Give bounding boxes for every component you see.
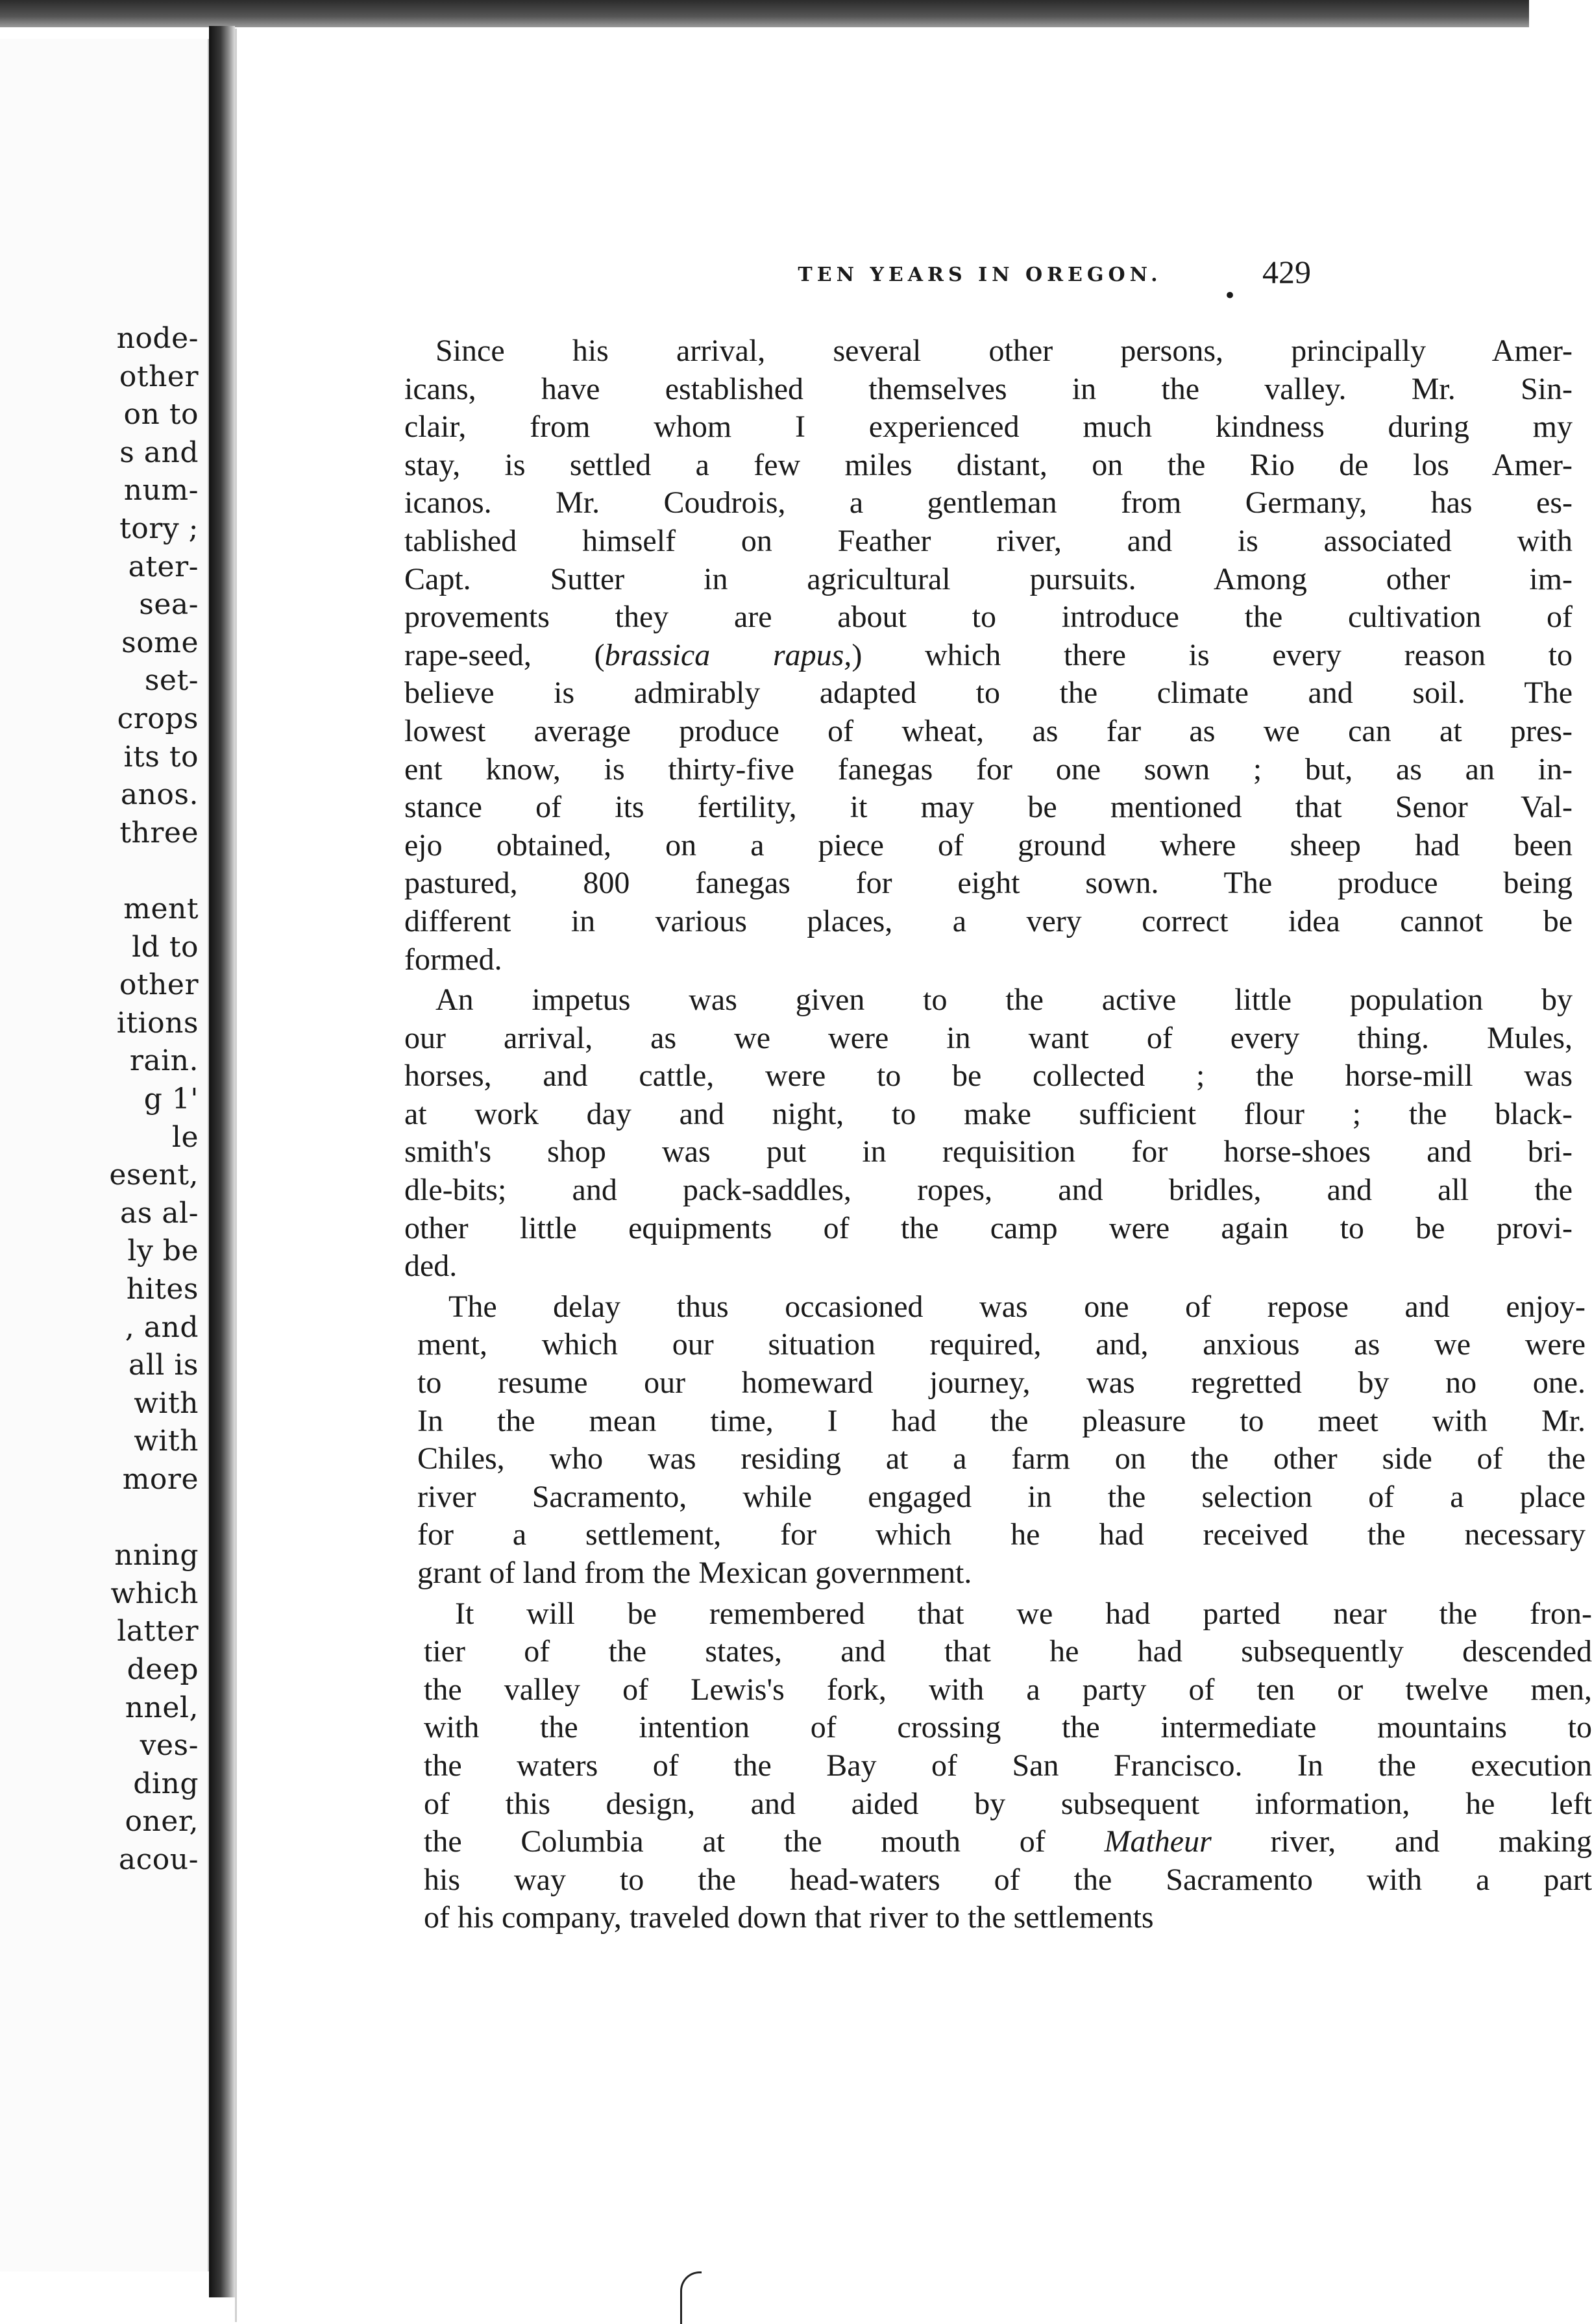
text-line: ejo obtained, on a piece of ground where sheep had been — [404, 827, 1573, 862]
text-line: ment, which our situation required, and, anxious as we were — [417, 1327, 1586, 1362]
facing-page-line: set- — [144, 664, 199, 698]
facing-page-line: crops — [117, 702, 199, 735]
facing-page-line: g 1' — [143, 1082, 199, 1116]
book-page — [235, 29, 1592, 2322]
facing-page-line: nnel, — [125, 1691, 199, 1724]
page-number: 429 — [1262, 254, 1311, 290]
facing-page-line: ment — [123, 892, 199, 925]
text-line: other little equipments of the camp were again to be provi- — [404, 1210, 1573, 1245]
facing-page-line: on to — [123, 398, 199, 432]
ornament-mark: • — [1223, 283, 1237, 309]
text-line: Since his arrival, several other persons, principally Amer- — [435, 334, 1573, 368]
italic-term: brassica rapus, — [604, 637, 852, 672]
text-line: icanos. Mr. Coudrois, a gentleman from Germany, has es- — [404, 485, 1573, 520]
text-line: clair, from whom I experienced much kindness during my — [404, 410, 1573, 445]
facing-page-line: other — [119, 968, 199, 1002]
text-line: smith's shop was put in requisition for horse-shoes and bri- — [404, 1134, 1573, 1169]
text-line: to resume our homeward journey, was regretted by no one. — [417, 1365, 1586, 1401]
text-line: horses, and cattle, were to be collected ; the horse-mill was — [404, 1058, 1573, 1094]
facing-page-line: num- — [123, 474, 199, 508]
facing-page-line: other — [119, 360, 199, 393]
text-line: at work day and night, to make sufficient flour ; the black- — [404, 1096, 1573, 1131]
text-line: stance of its fertility, it may be mentioned that Senor Val- — [404, 790, 1573, 825]
facing-page-line: all is — [128, 1349, 199, 1382]
facing-page-line: itions — [116, 1006, 199, 1040]
text-line: dle-bits; and pack-saddles, ropes, and bridles, and all the — [404, 1173, 1573, 1208]
facing-page-line: le — [171, 1120, 199, 1154]
text-line: stay, is settled a few miles distant, on the Rio de los Amer- — [404, 447, 1573, 482]
facing-page-line: , and — [125, 1310, 199, 1344]
facing-page-line: hites — [126, 1273, 199, 1306]
text-line: pastured, 800 fanegas for eight sown. The produce being — [404, 866, 1573, 901]
book-gutter — [209, 26, 235, 2297]
text-run: ) which there is every reason to — [851, 637, 1573, 672]
facing-page-line: anos. — [120, 778, 199, 812]
text-run: river, and making — [1211, 1824, 1592, 1859]
facing-page-line: oner, — [125, 1805, 199, 1839]
facing-page-line: ding — [133, 1767, 199, 1800]
facing-page-line: nning — [114, 1539, 199, 1572]
text-line: with the intention of crossing the intermediate mountains to — [424, 1710, 1592, 1745]
facing-page-line: ld to — [132, 930, 199, 964]
facing-page-line: esent, — [109, 1158, 199, 1192]
facing-page — [0, 39, 209, 2271]
text-line: our arrival, as we were in want of every thing. Mules, — [404, 1020, 1573, 1055]
text-line: Chiles, who was residing at a farm on the other side of the — [417, 1441, 1586, 1476]
facing-page-line: deep — [127, 1653, 199, 1686]
text-line: An impetus was given to the active little population by — [435, 983, 1573, 1018]
facing-page-line: its to — [123, 740, 199, 774]
text-line: The delay thus occasioned was one of repose and enjoy- — [448, 1289, 1586, 1324]
facing-page-line: node- — [116, 322, 199, 355]
text-line: of his company, traveled down that river to the settlements — [424, 1900, 1154, 1935]
text-run: the Columbia at the mouth of — [424, 1824, 1105, 1859]
facing-page-line: rain. — [129, 1044, 199, 1078]
text-line — [424, 1823, 1592, 1861]
body-text — [404, 332, 1592, 1940]
text-line: of this design, and aided by subsequent information, he left — [424, 1786, 1592, 1821]
text-line: different in various places, a very correct idea cannot be — [404, 903, 1573, 938]
text-line: river Sacramento, while engaged in the selection of a place — [417, 1479, 1586, 1514]
text-line: for a settlement, for which he had received the necessary — [417, 1517, 1586, 1552]
scan-top-edge — [0, 0, 1529, 27]
text-line: believe is admirably adapted to the climate and soil. The — [404, 676, 1573, 711]
facing-page-line: as al- — [120, 1196, 199, 1230]
text-line: In the mean time, I had the pleasure to meet with Mr. — [417, 1403, 1586, 1438]
paragraph — [417, 1288, 1586, 1593]
facing-page-line: which — [110, 1576, 199, 1610]
facing-page-line: three — [119, 816, 199, 850]
text-line: lowest average produce of wheat, as far as we can at pres- — [404, 713, 1573, 748]
paragraph — [424, 1595, 1592, 1937]
facing-page-line: ater- — [128, 550, 199, 583]
text-line — [404, 637, 1573, 675]
facing-page-line: s and — [119, 435, 199, 469]
paragraph — [404, 981, 1586, 1286]
text-line: ded. — [404, 1249, 458, 1284]
text-line: tablished himself on Feather river, and is associated with — [404, 523, 1573, 558]
text-line: tier of the states, and that he had subsequently descended — [424, 1634, 1592, 1669]
facing-page-line: tory ; — [119, 512, 199, 545]
text-line: his way to the head-waters of the Sacramento with a part — [424, 1862, 1592, 1897]
text-line: ent know, is thirty-five fanegas for one sown ; but, as an in- — [404, 752, 1573, 787]
facing-page-line: sea- — [139, 588, 199, 622]
italic-term: Matheur — [1104, 1824, 1212, 1859]
facing-page-line: some — [121, 626, 199, 659]
facing-page-line: latter — [117, 1615, 199, 1648]
text-line: the waters of the Bay of San Francisco. In the execution — [424, 1748, 1592, 1783]
text-line: icans, have established themselves in the valley. Mr. Sin- — [404, 371, 1573, 406]
text-line: It will be remembered that we had parted near the fron- — [455, 1596, 1592, 1631]
text-line: grant of land from the Mexican government. — [417, 1556, 972, 1590]
text-line: formed. — [404, 942, 502, 977]
text-line: the valley of Lewis's fork, with a party of ten or twelve men, — [424, 1672, 1592, 1707]
facing-page-line: more — [122, 1463, 199, 1496]
running-head: TEN YEARS IN OREGON. — [798, 263, 1162, 286]
facing-page-line: acou- — [118, 1843, 199, 1876]
facing-page-line: ves- — [140, 1729, 199, 1763]
facing-page-line: ly be — [127, 1234, 199, 1268]
text-line: Capt. Sutter in agricultural pursuits. Among other im- — [404, 561, 1573, 596]
text-run: rape-seed, ( — [404, 637, 605, 672]
scan-artifact-mark — [680, 2271, 702, 2324]
facing-page-line: with — [134, 1425, 199, 1458]
facing-page-line: with — [134, 1386, 199, 1420]
text-line: provements they are about to introduce the cultivation of — [404, 600, 1573, 635]
paragraph — [404, 332, 1586, 979]
